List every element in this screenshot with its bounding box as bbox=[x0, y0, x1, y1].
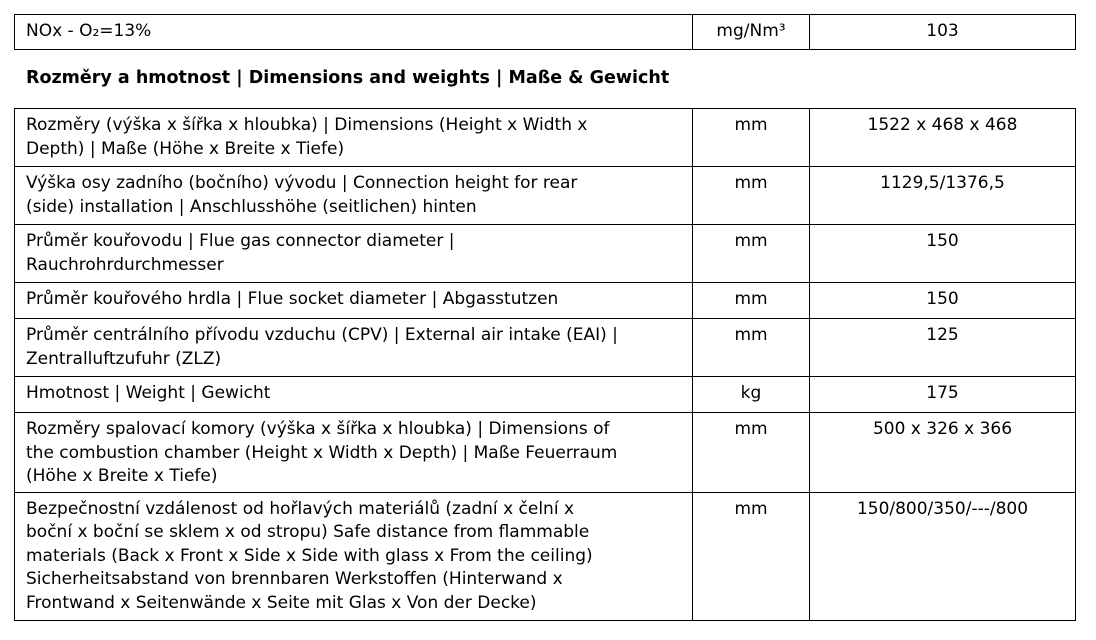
row-unit: mm bbox=[693, 283, 810, 319]
table-row bbox=[15, 15, 1076, 50]
table-row bbox=[15, 319, 1076, 377]
description-line: Průměr kouřovodu | Flue gas connector diameter | bbox=[26, 231, 455, 251]
nox-value: 103 bbox=[810, 15, 1076, 50]
table-row bbox=[15, 167, 1076, 225]
description-line: Hmotnost | Weight | Gewicht bbox=[26, 383, 271, 403]
row-value: 175 bbox=[810, 377, 1076, 413]
description-line: boční x boční se sklem x od stropu) Safe distance from flammable bbox=[26, 522, 590, 542]
row-unit: kg bbox=[693, 377, 810, 413]
table-row bbox=[15, 492, 1076, 620]
row-description bbox=[15, 492, 693, 620]
row-value: 1522 x 468 x 468 bbox=[810, 109, 1076, 167]
row-description bbox=[15, 109, 693, 167]
description-line: Průměr centrálního přívodu vzduchu (CPV) | External air intake (EAI) | bbox=[26, 325, 618, 345]
row-value: 500 x 326 x 366 bbox=[810, 413, 1076, 493]
row-value: 125 bbox=[810, 319, 1076, 377]
nox-label: NOx - O₂=13% bbox=[15, 15, 693, 50]
row-description bbox=[15, 319, 693, 377]
description-line: Rozměry (výška x šířka x hloubka) | Dimensions (Height x Width x bbox=[26, 115, 588, 135]
row-unit: mm bbox=[693, 109, 810, 167]
row-description bbox=[15, 413, 693, 493]
description-line: Sicherheitsabstand von brennbaren Werkstoffen (Hinterwand x bbox=[26, 569, 563, 589]
description-line: (side) installation | Anschlusshöhe (seitlichen) hinten bbox=[26, 196, 477, 217]
row-value: 1129,5/1376,5 bbox=[810, 167, 1076, 225]
row-unit: mm bbox=[693, 492, 810, 620]
section-title: Rozměry a hmotnost | Dimensions and weights | Maße & Gewicht bbox=[26, 68, 670, 88]
description-line: Výška osy zadního (bočního) vývodu | Connection height for rear bbox=[26, 173, 578, 193]
description-line: Rozměry spalovací komory (výška x šířka x hloubka) | Dimensions of bbox=[26, 419, 610, 439]
row-value: 150/800/350/---/800 bbox=[810, 492, 1076, 620]
row-unit: mm bbox=[693, 167, 810, 225]
row-value: 150 bbox=[810, 225, 1076, 283]
row-description bbox=[15, 167, 693, 225]
table-row bbox=[15, 377, 1076, 413]
table-row bbox=[15, 225, 1076, 283]
table-row bbox=[15, 283, 1076, 319]
row-unit: mm bbox=[693, 413, 810, 493]
nox-table bbox=[14, 14, 1076, 50]
description-line: materials (Back x Front x Side x Side with glass x From the ceiling) bbox=[26, 545, 593, 566]
description-line: the combustion chamber (Height x Width x Depth) | Maße Feuerraum bbox=[26, 442, 618, 463]
nox-unit: mg/Nm³ bbox=[693, 15, 810, 50]
table-row bbox=[15, 413, 1076, 493]
description-line: (Höhe x Breite x Tiefe) bbox=[26, 466, 218, 486]
row-unit: mm bbox=[693, 319, 810, 377]
description-line: Depth) | Maße (Höhe x Breite x Tiefe) bbox=[26, 138, 345, 159]
row-description bbox=[15, 377, 693, 413]
description-line: Rauchrohrdurchmesser bbox=[26, 254, 224, 275]
dimensions-table bbox=[14, 108, 1076, 621]
description-line: Průměr kouřového hrdla | Flue socket diameter | Abgasstutzen bbox=[26, 289, 559, 309]
row-unit: mm bbox=[693, 225, 810, 283]
description-line: Frontwand x Seitenwände x Seite mit Glas x Von der Decke) bbox=[26, 592, 537, 613]
description-line: Bezpečnostní vzdálenost od hořlavých materiálů (zadní x čelní x bbox=[26, 498, 575, 519]
row-description bbox=[15, 225, 693, 283]
table-row bbox=[15, 109, 1076, 167]
row-value: 150 bbox=[810, 283, 1076, 319]
description-line: Zentralluftzufuhr (ZLZ) bbox=[26, 348, 222, 369]
row-description bbox=[15, 283, 693, 319]
